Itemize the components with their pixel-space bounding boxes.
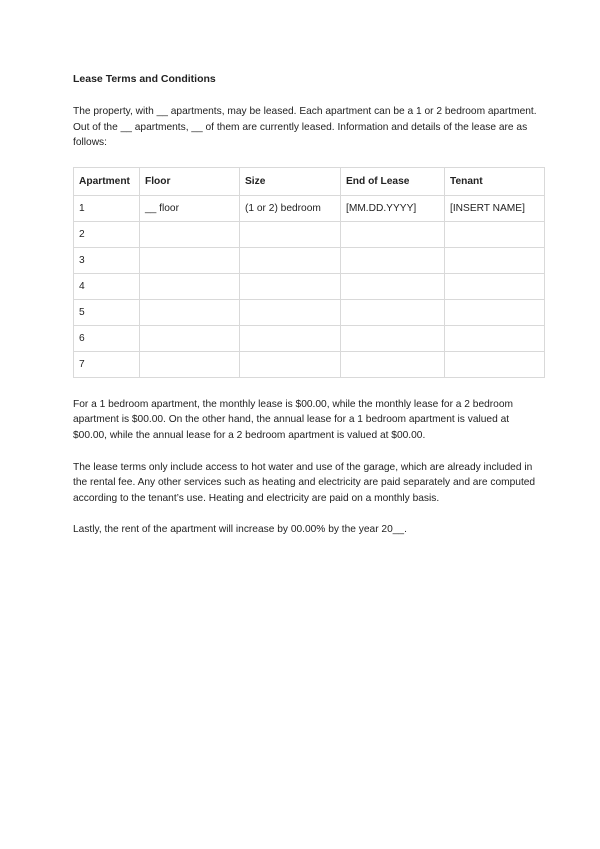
table-cell: 5 (74, 299, 140, 325)
column-header: Floor (140, 167, 240, 195)
table-body (74, 195, 545, 377)
table-cell (341, 273, 445, 299)
table-cell (140, 351, 240, 377)
table-cell: 1 (74, 195, 140, 221)
lease-table (73, 167, 545, 378)
table-row (74, 325, 545, 351)
table-cell (240, 299, 341, 325)
intro-paragraph: The property, with __ apartments, may be leased. Each apartment can be a 1 or 2 bedroom apartment. Out of the __ apartments, __ of them are currently leased. Information and details of the lease are as follows: (73, 106, 537, 149)
table-cell (341, 351, 445, 377)
table-row (74, 247, 545, 273)
table-cell (445, 351, 545, 377)
table-cell: 4 (74, 273, 140, 299)
table-cell: 2 (74, 221, 140, 247)
table-cell (140, 325, 240, 351)
table-cell (445, 221, 545, 247)
table-cell: 6 (74, 325, 140, 351)
table-cell (445, 247, 545, 273)
table-header-row (74, 167, 545, 195)
lease-pricing-paragraph: For a 1 bedroom apartment, the monthly lease is $00.00, while the monthly lease for a 2 bedroom apartment is $00.00. On the other hand, the annual lease for a 1 bedroom apartment is valued at $00.00, while the annual lease for a 2 bedroom apartment is valued at $00.00. (73, 398, 514, 441)
document-body (73, 72, 545, 538)
table-row (74, 195, 545, 221)
table-cell: 3 (74, 247, 140, 273)
table-cell (140, 299, 240, 325)
table-cell (140, 221, 240, 247)
table-row (74, 299, 545, 325)
table-row (74, 273, 545, 299)
column-header: End of Lease (341, 167, 445, 195)
column-header: Tenant (445, 167, 545, 195)
table-cell (240, 325, 341, 351)
table-cell (240, 351, 341, 377)
table-row (74, 221, 545, 247)
column-header: Apartment (74, 167, 140, 195)
column-header: Size (240, 167, 341, 195)
table-cell: 7 (74, 351, 140, 377)
table-cell (341, 247, 445, 273)
table-cell (445, 299, 545, 325)
table-cell (240, 273, 341, 299)
lease-terms-paragraph: The lease terms only include access to hot water and use of the garage, which are already included in the rental fee. Any other services such as heating and electricity are paid separately and are computed according to the tenant’s use. Heating and electricity are paid on a monthly basis. (73, 461, 536, 504)
table-cell (341, 299, 445, 325)
table-cell: [INSERT NAME] (445, 195, 545, 221)
table-cell (240, 247, 341, 273)
table-cell (445, 273, 545, 299)
document-heading: Lease Terms and Conditions (73, 73, 216, 85)
table-cell (240, 221, 341, 247)
table-cell: (1 or 2) bedroom (240, 195, 341, 221)
table-cell: [MM.DD.YYYY] (341, 195, 445, 221)
table-cell (445, 325, 545, 351)
table-cell (140, 273, 240, 299)
table-cell (341, 325, 445, 351)
table-row (74, 351, 545, 377)
table-cell (341, 221, 445, 247)
rent-increase-paragraph: Lastly, the rent of the apartment will increase by 00.00% by the year 20__. (73, 524, 407, 536)
table-cell: __ floor (140, 195, 240, 221)
table-cell (140, 247, 240, 273)
